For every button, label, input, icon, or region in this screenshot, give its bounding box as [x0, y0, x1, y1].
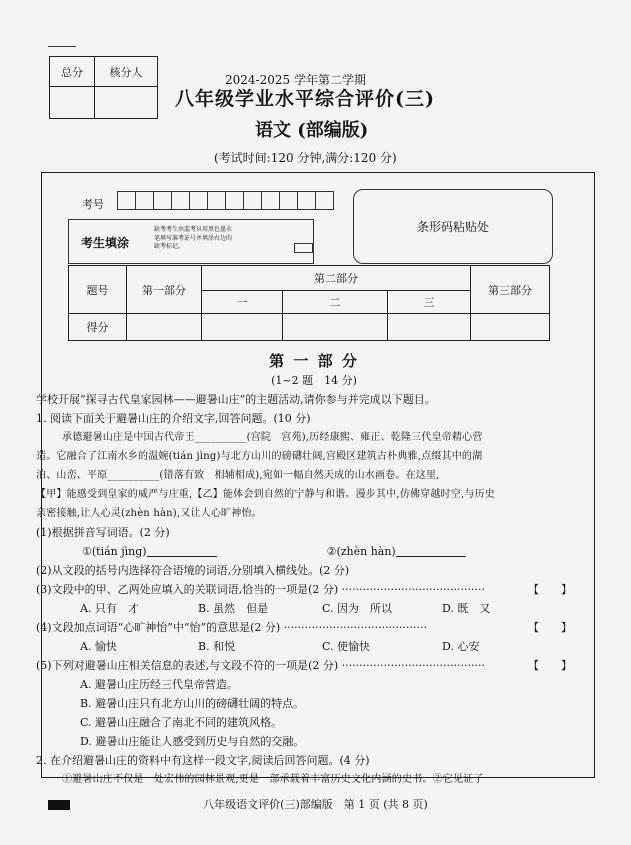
candidate-fill-label: 考生填涂 [81, 236, 130, 250]
question-1-3: (3)文段中的甲、乙两处应填入的关联词语,恰当的一项是(2 分) ········································· 【 】 [16, 580, 612, 599]
score-cell[interactable] [127, 314, 202, 341]
option-b[interactable]: B. 虽然 但是 [198, 602, 269, 615]
top-rule [48, 46, 76, 47]
total-score-cell[interactable] [50, 87, 95, 119]
question-1-5: (5)下列对避暑山庄相关信息的表述,与文段不符的一项是(2 分) ········································· 【 】 [16, 656, 612, 675]
score-cell[interactable] [283, 314, 388, 341]
part1-title: 第 一 部 分 [269, 352, 359, 370]
page-footer: 八年级语文评价(三)部编版 第 1 页 (共 8 页) [203, 798, 428, 811]
score-row-label: 得分 [69, 314, 127, 341]
question-no-header: 题号 [69, 266, 127, 314]
answer-bracket[interactable]: 【 】 [528, 659, 572, 672]
passage-line: 亲密接触,让人心灵(zhèn hàn),又让人心旷神怡。 [36, 508, 262, 519]
pinyin-a: ①(tián jìng) [82, 545, 147, 558]
exam-number-boxes[interactable] [118, 191, 334, 210]
part1-range: (1~2 题 14 分) [271, 374, 357, 387]
option-c[interactable]: C. 使愉快 [322, 640, 371, 653]
candidate-fill-note: 缺考考生由监考员用黑色墨水 笔填写准考证号并填涂右边的 缺考标记。 [154, 226, 233, 250]
exam-subtitle: 语文 (部编版) [255, 120, 369, 141]
question-1-4: (4)文段加点词语“心旷神怡”中“怡”的意思是(2 分) ········································· 【 】 [16, 618, 612, 637]
score-summary-box [49, 56, 158, 119]
part2-sub-1: 一 [202, 291, 283, 314]
question-2: 2. 在介绍避暑山庄的资料中有这样一段文字,阅读后回答问题。(4 分) [36, 754, 370, 767]
option-a[interactable]: A. 只有 才 [80, 602, 139, 615]
part2-header: 第二部分 [202, 266, 471, 291]
part2-sub-3: 三 [388, 291, 471, 314]
candidate-fill-box [68, 219, 314, 264]
option-d[interactable]: D. 既 又 [442, 602, 491, 615]
option-b[interactable]: B. 和悦 [198, 640, 236, 653]
exam-title: 八年级学业水平综合评价(三) [175, 88, 435, 110]
part3-header: 第三部分 [471, 266, 550, 314]
question-1-1-blanks [16, 542, 612, 561]
total-score-label: 总分 [50, 57, 95, 87]
pinyin-b: ②(zhèn hàn) [326, 545, 396, 558]
leader-dots: ········································· [283, 621, 428, 634]
answer-bracket[interactable]: 【 】 [528, 621, 572, 634]
passage-line: 【甲】能感受到皇家的威严与庄重,【乙】能体会到自然的宁静与和谐。漫步其中,仿佛穿越时空,与历史 [36, 489, 495, 500]
option-d[interactable]: D. 心安 [442, 640, 480, 653]
part1-header: 第一部分 [127, 266, 202, 314]
answer-bracket[interactable]: 【 】 [528, 583, 572, 596]
question-1-3-options [16, 599, 612, 618]
barcode-area: 条形码粘贴处 [353, 189, 553, 264]
question-1-2: (2)从文段的括号内选择符合语境的词语,分别填入横线处。(2 分) [36, 564, 350, 577]
leader-dots: ········································· [341, 659, 486, 672]
answer-blank[interactable] [147, 542, 217, 557]
answer-blank[interactable] [396, 542, 466, 557]
score-table [68, 265, 550, 341]
passage-line: 承德避暑山庄是中国古代帝王__________(宫院 宫苑),历经康熙、雍正、乾隆三代皇帝精心营 [62, 432, 483, 443]
passage-line: ①避暑山庄不仅是一处宏伟的园林景观,更是一部承载着丰富历史文化内涵的史书。②它见证了 [62, 774, 484, 785]
option-a[interactable]: A. 愉快 [80, 640, 117, 653]
score-cell[interactable] [471, 314, 550, 341]
option-c[interactable]: C. 因为 所以 [322, 602, 393, 615]
passage-line: 造。它融合了江南水乡的温婉(tián jìng)与北方山川的磅礴壮阔,宫殿区建筑古朴典雅,点缀其中的湖 [36, 451, 483, 462]
exam-time: (考试时间:120 分钟,满分:120 分) [214, 151, 397, 165]
option-d[interactable]: D. 避暑山庄能让人感受到历史与自然的交融。 [80, 735, 305, 748]
absence-mark-box[interactable] [294, 243, 313, 253]
checker-cell[interactable] [95, 87, 158, 119]
question-1-1: (1)根据拼音写词语。(2 分) [36, 526, 170, 539]
question-1-4-options [16, 637, 612, 656]
part1-section [16, 352, 612, 789]
part1-intro: 学校开展“探寻古代皇家园林——避暑山庄”的主题活动,请你参与并完成以下题目。 [36, 393, 436, 406]
term-label: 2024-2025 学年第二学期 [225, 73, 366, 87]
exam-number-label: 考号 [82, 198, 104, 211]
score-cell[interactable] [388, 314, 471, 341]
option-a[interactable]: A. 避暑山庄历经三代皇帝营造。 [80, 678, 238, 691]
option-b[interactable]: B. 避暑山庄只有北方山川的磅礴壮阔的特点。 [80, 697, 305, 710]
part2-sub-2: 二 [283, 291, 388, 314]
score-cell[interactable] [202, 314, 283, 341]
checker-label: 核分人 [95, 57, 158, 87]
passage-line: 泊、山峦、平原__________(错落有致 相辅相成),宛如一幅自然天成的山水画卷。在这里, [36, 470, 440, 481]
question-1: 1. 阅读下面关于避暑山庄的介绍文字,回答问题。(10 分) [36, 412, 311, 425]
leader-dots: ········································· [341, 583, 486, 596]
option-c[interactable]: C. 避暑山庄融合了南北不同的建筑风格。 [80, 716, 283, 729]
